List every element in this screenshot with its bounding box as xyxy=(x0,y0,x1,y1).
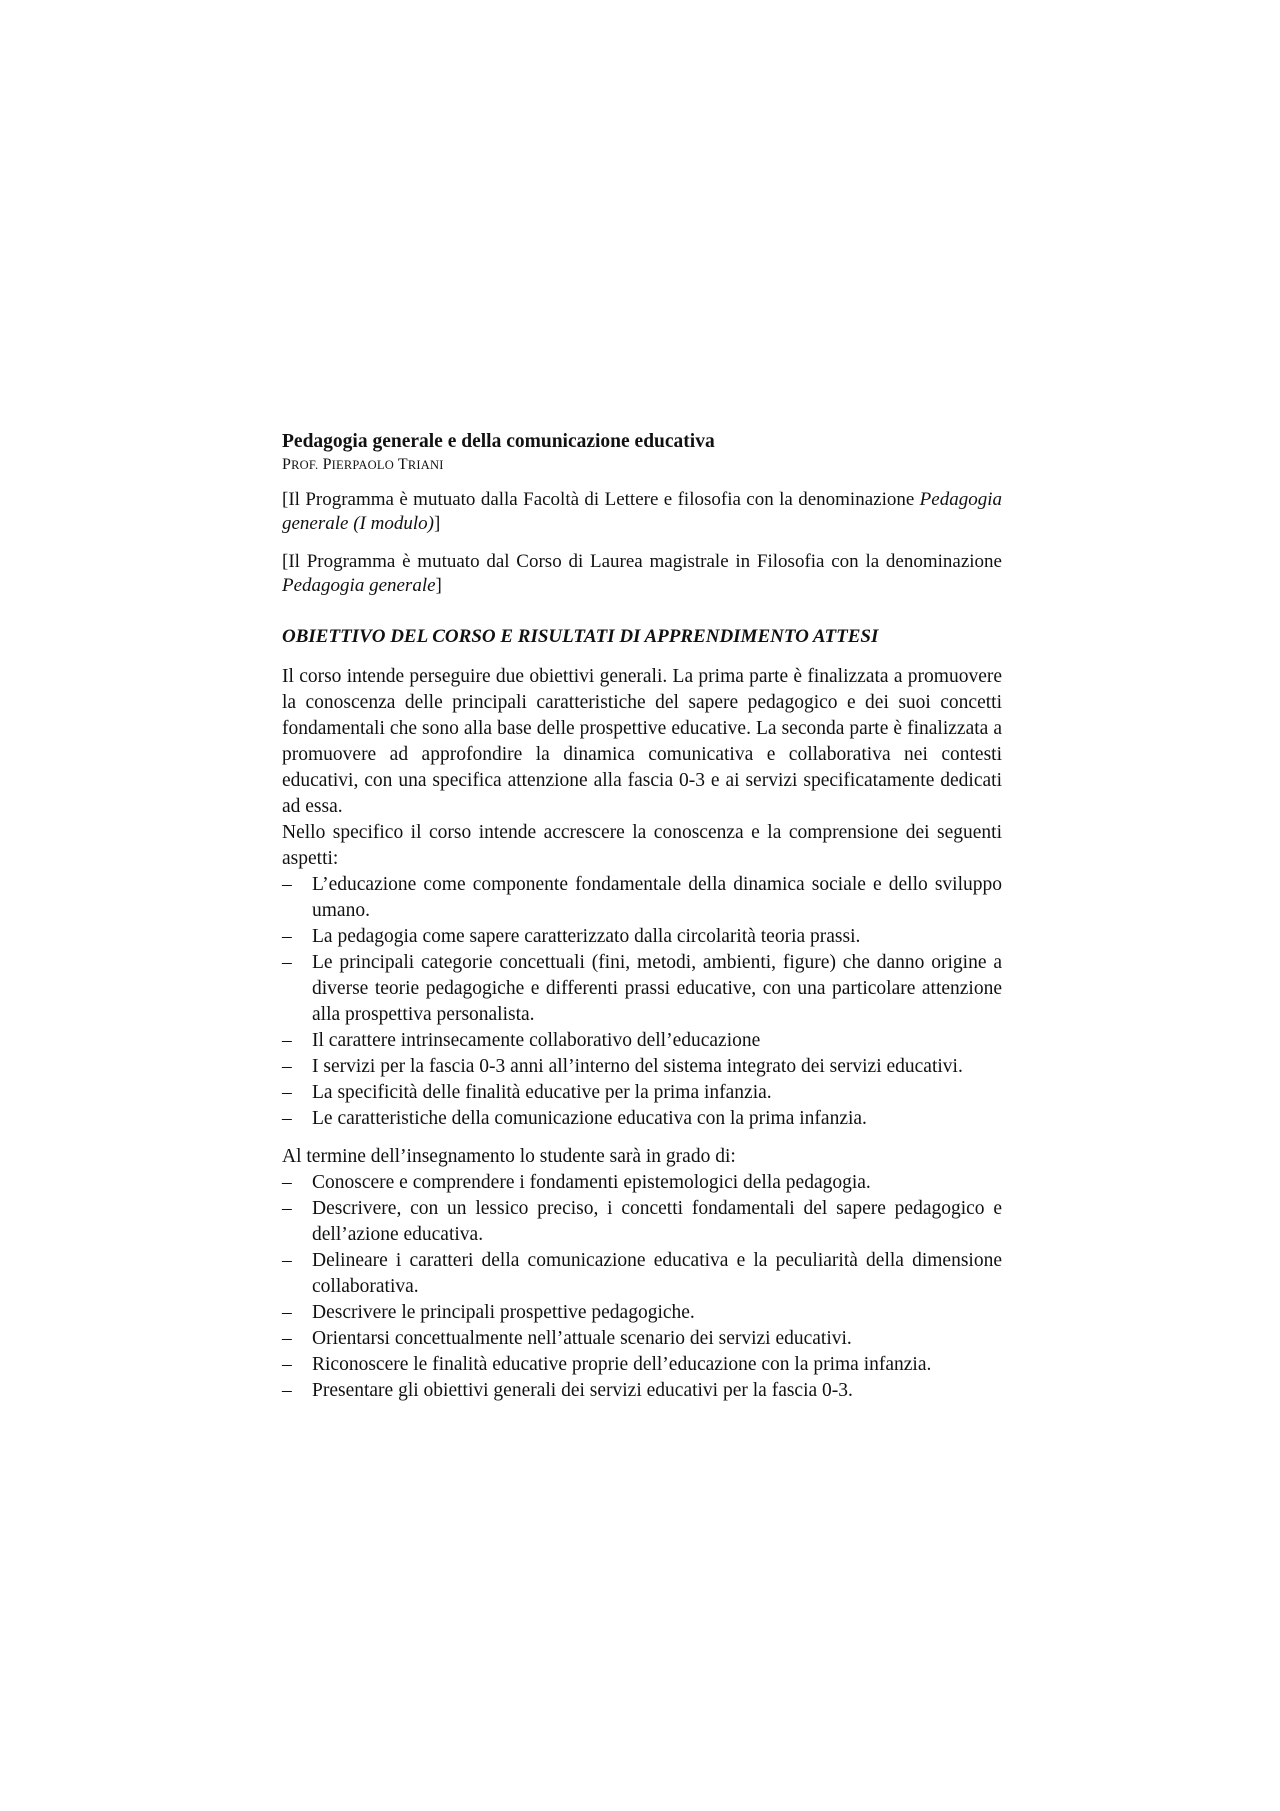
list-item: – L’educazione come componente fondamentale della dinamica sociale e dello sviluppo umano. xyxy=(282,874,1002,921)
dash-marker: – xyxy=(282,874,292,895)
course-title: Pedagogia generale e della comunicazione educativa xyxy=(282,431,715,452)
list-item: – La pedagogia come sapere caratterizzato dalla circolarità teoria prassi. xyxy=(282,924,1002,950)
program-note-1: [Il Programma è mutuato dalla Facoltà di Lettere e filosofia con la denominazione Pedagogia generale (I modulo)] xyxy=(282,489,1002,534)
dash-marker: – xyxy=(282,1302,292,1323)
list-item: – Le caratteristiche della comunicazione educativa con la prima infanzia. xyxy=(282,1106,1002,1132)
intro-paragraph: Il corso intende perseguire due obiettivi generali. La prima parte è finalizzata a promuovere la conoscenza delle principali caratteristiche del sapere pedagogico e dei suoi concetti fondamentali che sono alla base delle prospettive educative. La seconda parte è finalizzata a promuovere ad approfondire la dinamica comunicativa e collaborativa nei contesti educativi, con una specifica attenzione alla fascia 0-3 e ai servizi specificatamente dedicati ad essa. xyxy=(282,666,1002,817)
dash-marker: – xyxy=(282,1082,292,1103)
list-item: – Delineare i caratteri della comunicazione educativa e la peculiarità della dimensione collaborativa. xyxy=(282,1250,1002,1297)
list-item: – Conoscere e comprendere i fondamenti epistemologici della pedagogia. xyxy=(282,1170,1002,1196)
aspects-paragraph: Nello specifico il corso intende accrescere la conoscenza e la comprensione dei seguenti aspetti: xyxy=(282,822,1002,869)
dash-marker: – xyxy=(282,1172,292,1193)
list-item: – I servizi per la fascia 0-3 anni all’interno del sistema integrato dei servizi educativi. xyxy=(282,1054,1002,1080)
dash-marker: – xyxy=(282,1030,292,1051)
dash-marker: – xyxy=(282,926,292,947)
outcomes-paragraph: Al termine dell’insegnamento lo studente sarà in grado di: xyxy=(282,1146,736,1167)
dash-marker: – xyxy=(282,1198,292,1219)
list-item: – Descrivere, con un lessico preciso, i concetti fondamentali del sapere pedagogico e dell’azione educativa. xyxy=(282,1198,1002,1245)
list-item: – Presentare gli obiettivi generali dei servizi educativi per la fascia 0-3. xyxy=(282,1378,1002,1404)
list-item: – La specificità delle finalità educative per la prima infanzia. xyxy=(282,1080,1002,1106)
document-content xyxy=(282,430,1002,1404)
list-item: – Le principali categorie concettuali (fini, metodi, ambienti, figure) che danno origine a diverse teorie pedagogiche e differenti prassi educative, con una particolare attenzione alla prospettiva personalista. xyxy=(282,952,1002,1025)
spacer xyxy=(282,1132,1002,1144)
dash-marker: – xyxy=(282,1328,292,1349)
dash-marker: – xyxy=(282,1108,292,1129)
aspects-list xyxy=(282,872,1002,1132)
outcomes-list xyxy=(282,1170,1002,1404)
list-item: – Descrivere le principali prospettive pedagogiche. xyxy=(282,1300,1002,1326)
program-note-2: [Il Programma è mutuato dal Corso di Laurea magistrale in Filosofia con la denominazione Pedagogia generale] xyxy=(282,551,1002,596)
dash-marker: – xyxy=(282,1380,292,1401)
dash-marker: – xyxy=(282,1250,292,1271)
list-item: – Orientarsi concettualmente nell’attuale scenario dei servizi educativi. xyxy=(282,1326,1002,1352)
list-item: – Riconoscere le finalità educative proprie dell’educazione con la prima infanzia. xyxy=(282,1352,1002,1378)
professor-name: PROF. PIERPAOLO TRIANI xyxy=(282,456,444,473)
list-item: – Il carattere intrinsecamente collaborativo dell’educazione xyxy=(282,1028,1002,1054)
dash-marker: – xyxy=(282,1056,292,1077)
dash-marker: – xyxy=(282,952,292,973)
dash-marker: – xyxy=(282,1354,292,1375)
section-heading: OBIETTIVO DEL CORSO E RISULTATI DI APPRENDIMENTO ATTESI xyxy=(282,626,879,647)
